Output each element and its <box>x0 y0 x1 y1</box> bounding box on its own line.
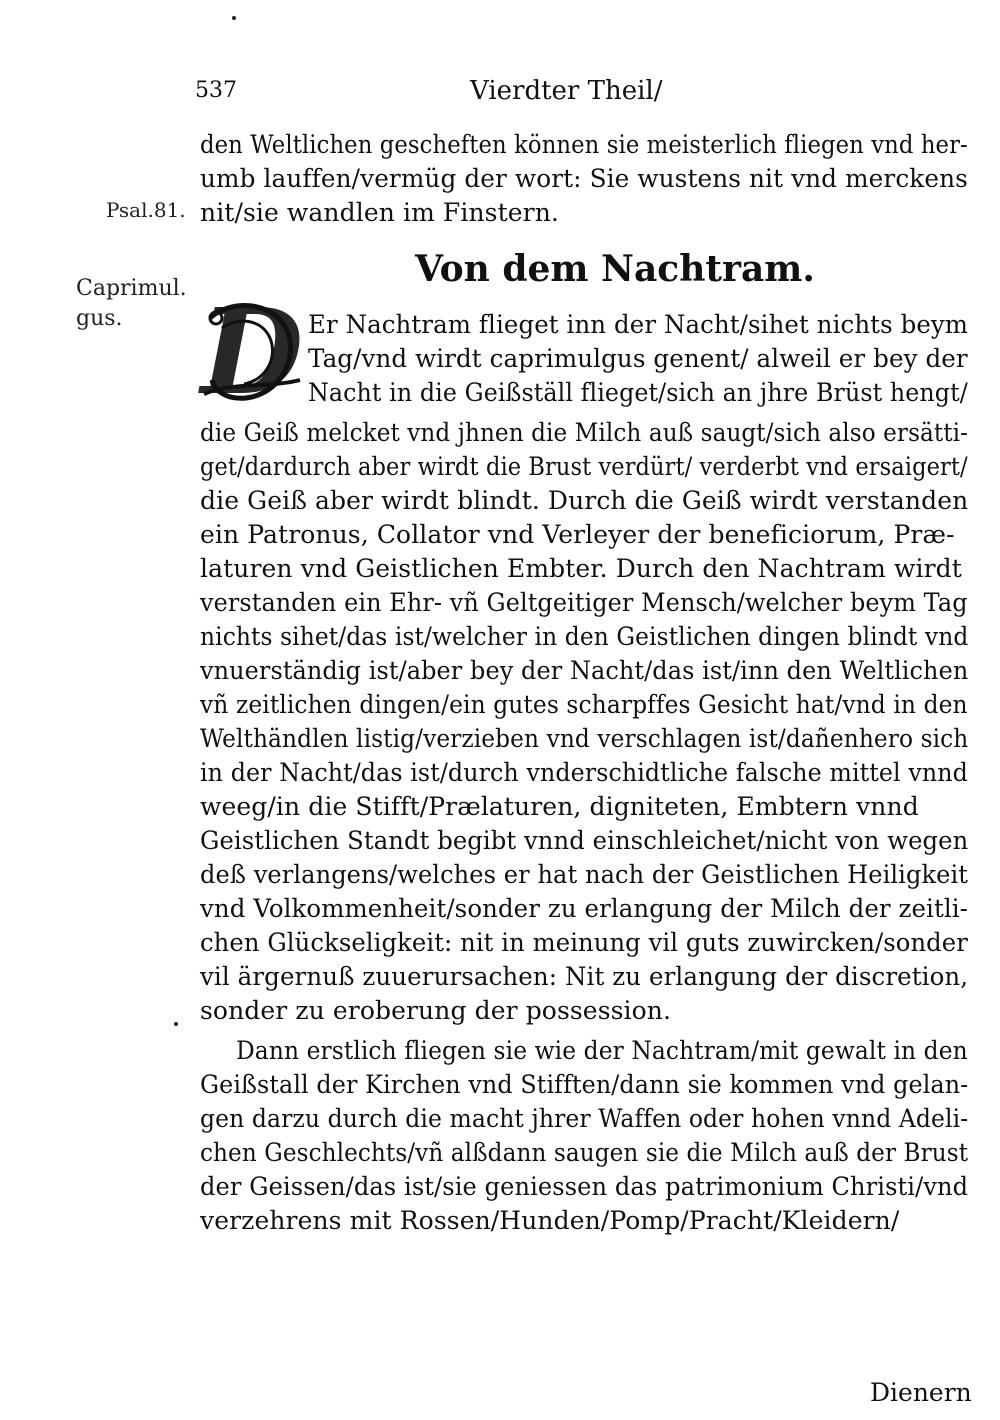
text-line: nit/sie wandlen im Finstern. <box>200 198 559 227</box>
text-line: get/dardurch aber wirdt die Brust verdürt/ verderbt vnd ersaigert/ <box>200 452 968 481</box>
text-line: weeg/in die Stifft/Prælaturen, digniteten, Embtern vnnd <box>200 792 919 821</box>
marginal-note-caprimulgus-cont: gus. <box>76 306 123 331</box>
text-line: nichts sihet/das ist/welcher in den Geistlichen dingen blindt vnd <box>200 622 969 651</box>
drop-initial <box>200 282 304 421</box>
text-line: gen darzu durch die macht jhrer Waffen oder hohen vnnd Adeli- <box>200 1104 969 1133</box>
marginal-note-psalm: Psal.81. <box>106 198 186 222</box>
running-head: Vierdter Theil/ <box>470 76 663 106</box>
text-line: in der Nacht/das ist/durch vnderschidtliche falsche mittel vnnd <box>200 758 968 787</box>
text-line: ein Patronus, Collator vnd Verleyer der beneficiorum, Præ- <box>200 520 955 549</box>
text-line: vnd Volkommenheit/sonder zu erlangung der Milch der zeitli- <box>200 894 969 923</box>
text-line: Welthändlen listig/verzieben vnd verschlagen ist/dañenhero sich <box>200 724 969 753</box>
text-line: chen Geschlechts/vñ alßdann saugen sie die Milch auß der Brust <box>200 1138 969 1167</box>
text-line: Geistlichen Standt begibt vnnd einschleichet/nicht von wegen <box>200 826 969 855</box>
catchword: Dienern <box>870 1378 972 1407</box>
section-heading: Von dem Nachtram. <box>415 248 815 290</box>
text-line: den Weltlichen gescheften können sie meisterlich fliegen vnd her- <box>200 130 968 159</box>
page-number: 537 <box>195 78 237 103</box>
text-line: verstanden ein Ehr- vñ Geltgeitiger Mensch/welcher beym Tag <box>200 588 968 617</box>
marginal-note-caprimulgus: Caprimul. <box>76 276 187 301</box>
text-line: deß verlangens/welches er hat nach der Geistlichen Heiligkeit <box>200 860 969 889</box>
text-line: Dann erstlich fliegen sie wie der Nachtram/mit gewalt in den <box>236 1036 968 1065</box>
print-speck <box>174 1022 178 1026</box>
text-line: sonder zu eroberung der possession. <box>200 996 672 1025</box>
text-line: umb lauffen/vermüg der wort: Sie wustens nit vnd merckens <box>200 164 968 193</box>
text-line: vnuerständig ist/aber bey der Nacht/das ist/inn den Weltlichen <box>200 656 969 685</box>
drop-initial-letter: D <box>200 282 304 421</box>
text-line: vñ zeitlichen dingen/ein gutes scharpffes Gesicht hat/vnd in den <box>200 690 968 719</box>
text-line: Geißstall der Kirchen vnd Stifften/dann sie kommen vnd gelan- <box>200 1070 969 1099</box>
text-line: verzehrens mit Rossen/Hunden/Pomp/Pracht/Kleidern/ <box>200 1206 900 1235</box>
text-line: die Geiß melcket vnd jhnen die Milch auß saugt/sich also ersätti- <box>200 418 969 447</box>
print-speck <box>232 16 236 20</box>
text-line: die Geiß aber wirdt blindt. Durch die Geiß wirdt verstanden <box>200 486 969 515</box>
text-line: Tag/vnd wirdt caprimulgus genent/ alweil er bey der <box>308 344 968 373</box>
text-line: vil ärgernuß zuuerursachen: Nit zu erlangung der discretion, <box>200 962 969 991</box>
text-line: der Geissen/das ist/sie geniessen das patrimonium Christi/vnd <box>200 1172 969 1201</box>
text-line: Nacht in die Geißställ flieget/sich an jhre Brüst hengt/ <box>308 378 968 407</box>
text-line: chen Glückseligkeit: nit in meinung vil guts zuwircken/sonder <box>200 928 968 957</box>
text-line: laturen vnd Geistlichen Embter. Durch den Nachtram wirdt <box>200 554 962 583</box>
text-line: Er Nachtram flieget inn der Nacht/sihet nichts beym <box>308 310 969 339</box>
